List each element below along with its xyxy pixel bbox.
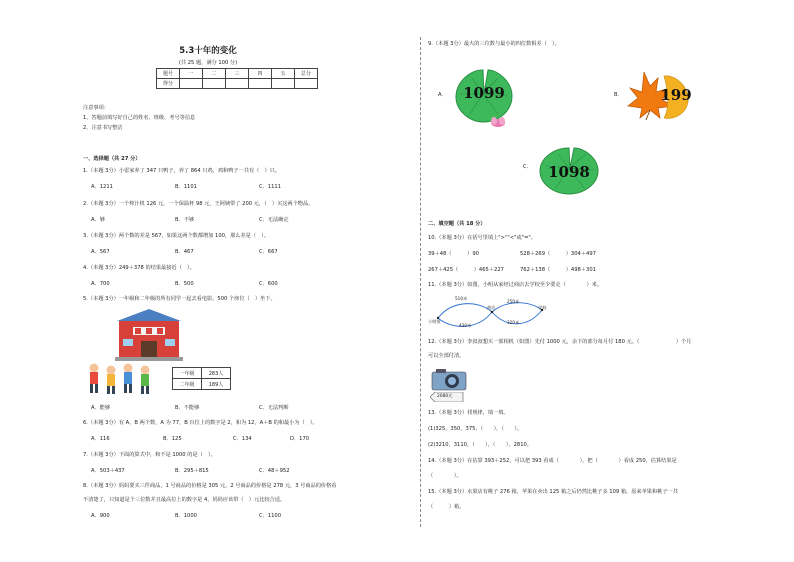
notes-heading: 注意事项： <box>83 105 109 111</box>
page-subtitle: (共 25 题，满分 100 分) <box>178 60 238 66</box>
option-b[interactable]: B．不能够 <box>175 405 200 411</box>
question-4: 4.（本题 3分）249＋378 的结果最接近（ ）。 <box>83 265 195 271</box>
section1-heading: 一、选择题（共 27 分） <box>83 156 141 162</box>
section2-heading: 二、填空题（共 18 分） <box>428 221 486 227</box>
score-input-cell[interactable] <box>180 79 203 89</box>
q13-row[interactable]: (2)3210，3110，（ ），（ ），2810。 <box>428 442 532 448</box>
score-header-cell: 总分 <box>295 69 318 79</box>
option-b[interactable]: B．295＋815 <box>175 468 209 474</box>
option-b[interactable]: B．不够 <box>175 217 195 223</box>
q9-option-a-letter[interactable]: A． <box>438 92 447 98</box>
option-b[interactable]: B．1000 <box>175 513 197 519</box>
option-a[interactable]: A．能够 <box>91 405 111 411</box>
option-c[interactable]: C．1100 <box>259 513 282 519</box>
camera-price: 2080元 <box>437 394 453 399</box>
notes-item: 1、答题前填写好自己的姓名、班级、考号等信息 <box>83 115 196 121</box>
score-header-cell: 题号 <box>157 69 180 79</box>
option-b[interactable]: B．125 <box>163 436 182 442</box>
option-a[interactable]: A．567 <box>91 249 110 255</box>
route-label-school: 学校 <box>538 305 547 310</box>
question-2: 2.（本题 3分）一个榨汁机 126 元，一个保温杯 98 元，王阿姨带了 200 元，（ ）买这两个物品。 <box>83 201 314 207</box>
option-a[interactable]: A．700 <box>91 281 110 287</box>
q5-table <box>172 367 231 390</box>
question-15-cont[interactable]: （ ）箱。 <box>428 504 465 510</box>
q9-option-a-value[interactable]: 1099 <box>463 84 505 102</box>
school-building-illustration <box>115 307 183 362</box>
q5-count-cell: 189人 <box>202 379 231 390</box>
option-a[interactable]: A．1211 <box>91 184 113 190</box>
score-header-cell: 三 <box>226 69 249 79</box>
q5-grade-cell: 一年级 <box>173 368 202 379</box>
question-13: 13.（本题 3分）找规律，填一填。 <box>428 410 509 416</box>
route-label-shop: 商店 <box>487 305 496 310</box>
q9-option-c-letter[interactable]: C． <box>523 164 532 170</box>
option-a[interactable]: A．503＋437 <box>91 468 125 474</box>
q9-option-c-value[interactable]: 1098 <box>548 163 590 181</box>
column-divider <box>420 37 421 527</box>
route-diagram <box>428 294 558 334</box>
q5-count-cell: 283人 <box>202 368 231 379</box>
option-c[interactable]: C．无法确定 <box>259 217 289 223</box>
question-14: 14.（本题 3分）在估算 393＋252，可以把 393 看成（ ），把（ ）看成 250，估算结果是 <box>428 458 677 464</box>
score-header-cell: 二 <box>203 69 226 79</box>
score-table <box>156 68 318 89</box>
q9-option-b-value[interactable]: 199 <box>660 86 692 104</box>
option-a[interactable]: A．900 <box>91 513 110 519</box>
question-12-cont: 可以全部付清。 <box>428 353 465 359</box>
route-label-distance: 320米 <box>507 320 520 325</box>
question-1: 1.（本题 3分）小雷家养了 347 只鸭子，养了 864 只鸡，鸡和鸭子一共有（ ）只。 <box>83 168 281 174</box>
camera-illustration <box>430 366 470 392</box>
option-b[interactable]: B．467 <box>175 249 194 255</box>
question-9: 9.（本题 3分）最大的三位数与最小的四位数相差（ ）。 <box>428 41 560 47</box>
option-c[interactable]: C．无法判断 <box>259 405 289 411</box>
q10-item[interactable]: 267＋425（ ）465＋227 <box>428 267 504 273</box>
score-header-cell: 四 <box>249 69 272 79</box>
running-children-illustration <box>84 362 156 396</box>
q5-grade-cell: 二年级 <box>173 379 202 390</box>
question-15: 15.（本题 3分）水果店有桃子 276 箱，苹果在卖出 125 箱之后仍然比桃子多 109 箱，原来苹果和桃子一共 <box>428 489 678 495</box>
page-title: 5.3十年的变化 <box>179 46 237 56</box>
question-7: 7.（本题 3分）下面的算式中，和不是 1000 的是（ ）。 <box>83 452 216 458</box>
question-12: 12.（本题 3分）李叔叔想买一部相机（如图）先付 1000 元，余下的部分每月付 180 元。（ ）个月 <box>428 339 692 345</box>
option-d[interactable]: D．170 <box>290 436 310 442</box>
option-c[interactable]: C．1111 <box>259 184 282 190</box>
question-14-cont[interactable]: （ ）。 <box>428 473 462 479</box>
option-c[interactable]: C．667 <box>259 249 278 255</box>
question-8-cont: 不清楚了，只知道是个三位数并且最高位上的数字是 4，妈妈应该带（ ）元比较合适。 <box>83 497 286 503</box>
question-6: 6.（本题 3分）有 A、B 两个数，A 为 77，B 百位上的数字是 2，和为 12，A＋B 的和最小为（ ）。 <box>83 420 318 426</box>
question-8: 8.（本题 3分）妈妈要买三件商品，1 号商品的价格是 305 元，2 号商品的价格是 278 元，3 号商品的价格看 <box>83 483 337 489</box>
notes-item: 2、注意书写整洁 <box>83 125 123 131</box>
route-label-home: 小明家 <box>428 319 441 324</box>
option-a[interactable]: A．116 <box>91 436 110 442</box>
question-3: 3.（本题 3分）两个数的差是 567，如果这两个数都增加 100，那么差是（ ）。 <box>83 233 270 239</box>
question-5: 5.（本题 3分）一年级和二年级的所有同学一起去看电影。500 个座位（ ）坐下。 <box>83 296 276 302</box>
q10-item[interactable]: 528＋269（ ）304＋497 <box>520 251 596 257</box>
score-row-label: 得分 <box>157 79 180 89</box>
score-input-cell[interactable] <box>295 79 318 89</box>
score-header-cell: 一 <box>180 69 203 79</box>
score-input-cell[interactable] <box>249 79 272 89</box>
option-a[interactable]: A．够 <box>91 217 105 223</box>
q10-item[interactable]: 762＋138（ ）498＋301 <box>520 267 596 273</box>
option-b[interactable]: B．1101 <box>175 184 197 190</box>
score-input-cell[interactable] <box>203 79 226 89</box>
q13-row[interactable]: (1)325，350，375，（ ），（ ）。 <box>428 426 523 432</box>
score-header-cell: 五 <box>272 69 295 79</box>
q9-option-b-letter[interactable]: B． <box>614 92 623 98</box>
option-b[interactable]: B．500 <box>175 281 194 287</box>
q10-item[interactable]: 39＋48（ ）90 <box>428 251 479 257</box>
question-10: 10.（本题 3分）在括号里填上">""<"或"="。 <box>428 235 536 241</box>
score-input-cell[interactable] <box>272 79 295 89</box>
route-label-distance: 510米 <box>455 296 468 301</box>
route-label-distance: 250米 <box>507 299 520 304</box>
option-c[interactable]: C．600 <box>259 281 278 287</box>
score-input-cell[interactable] <box>226 79 249 89</box>
question-11: 11.（本题 3分）如图，小明从家经过商店去学校至少要走（ ）米。 <box>428 282 603 288</box>
route-label-distance: 430米 <box>459 323 472 328</box>
option-c[interactable]: C．48＋952 <box>259 468 290 474</box>
option-c[interactable]: C．134 <box>233 436 252 442</box>
